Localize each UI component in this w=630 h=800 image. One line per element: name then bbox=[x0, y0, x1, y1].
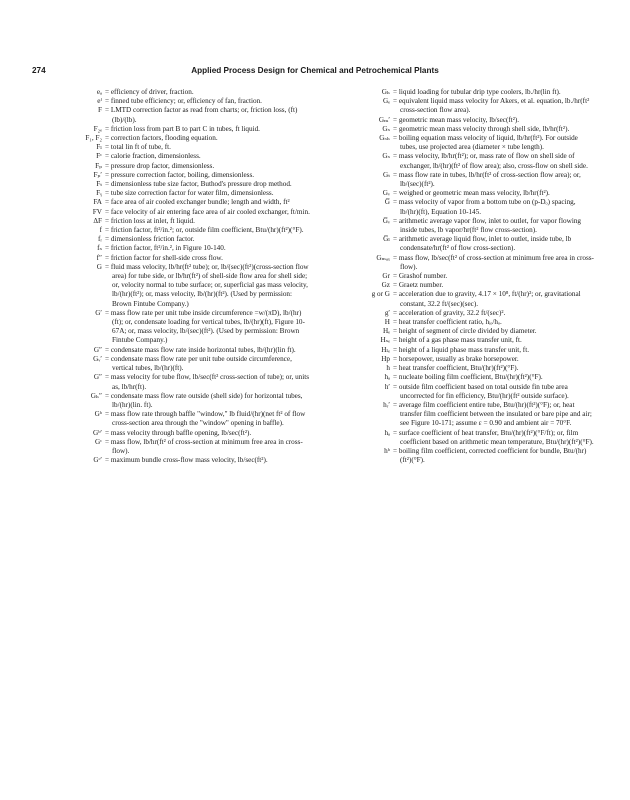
nomenclature-entry bbox=[330, 447, 594, 465]
nomenclature-entry bbox=[50, 162, 312, 171]
entry-definition: = friction factor for shell-side cross flow. bbox=[105, 253, 223, 262]
entry-symbol: Gₘₐₓ bbox=[376, 253, 390, 262]
entry-definition: = mass flow rate per unit tube inside circumference =w/(πD), lb/(hr)(ft); or, condensate loading for vertical tubes, lb/(hr)(ft), Figure 10-67A; or, mass velocity, lb/(sec)(ft²). (Used by permission: Brown Fintube Company.) bbox=[105, 308, 305, 345]
nomenclature-entry bbox=[50, 198, 312, 207]
entry-symbol: h bbox=[386, 364, 390, 373]
entry-symbol: eᶠ bbox=[97, 97, 102, 106]
entry-definition: = friction loss from part B to part C in tubes, ft liquid. bbox=[105, 124, 260, 133]
entry-definition: = Graetz number. bbox=[393, 281, 444, 290]
nomenclature-entry bbox=[50, 410, 312, 428]
entry-symbol: Fₚ bbox=[95, 161, 102, 170]
entry-symbol: Gₛ bbox=[382, 124, 390, 133]
nomenclature-entry bbox=[50, 152, 312, 161]
entry-definition: = mass velocity for tube flow, lb/sec(ft² cross-section of tube); or, units as, lb/hr(ft). bbox=[105, 373, 310, 391]
nomenclature-entry bbox=[330, 217, 594, 235]
nomenclature-entry bbox=[50, 392, 312, 410]
nomenclature-entry bbox=[330, 272, 594, 281]
entry-definition: = face area of air cooled exchanger bundle; length and width, ft² bbox=[105, 198, 290, 207]
entry-definition: = mass flow rate through baffle "window," lb fluid/(hr)(net ft² of flow cross-section area through the "window" opening in baffle). bbox=[105, 410, 306, 428]
entry-symbol: hₐ bbox=[384, 428, 390, 437]
entry-symbol: G̅ᵥ bbox=[382, 216, 390, 225]
entry-symbol: h′ bbox=[384, 382, 390, 391]
nomenclature-entry bbox=[330, 383, 594, 401]
nomenclature-entry bbox=[50, 429, 312, 438]
entry-definition: = friction factor, ft²/in.²; or, outside film coefficient, Btu/(hr)(ft²)(°F). bbox=[105, 226, 304, 235]
running-title: Applied Process Design for Chemical and Petrochemical Plants bbox=[191, 66, 439, 75]
entry-symbol: Gₕ bbox=[381, 88, 390, 96]
entry-symbol: hₐ bbox=[384, 373, 390, 382]
entry-symbol: F bbox=[98, 106, 102, 115]
nomenclature-entry bbox=[50, 134, 312, 143]
nomenclature-entry bbox=[330, 281, 594, 290]
nomenclature-entry bbox=[50, 235, 312, 244]
entry-symbol: f bbox=[99, 226, 102, 235]
nomenclature-entry bbox=[330, 134, 594, 152]
entry-definition: = calorie fraction, dimensionless. bbox=[105, 152, 201, 161]
nomenclature-entry bbox=[50, 373, 312, 391]
nomenclature-entry bbox=[50, 355, 312, 373]
entry-symbol: F₂ₑ bbox=[93, 124, 102, 133]
nomenclature-entry bbox=[330, 97, 594, 115]
nomenclature-entry bbox=[50, 456, 312, 465]
entry-definition: = weighed or geometric mean mass velocity, lb/hr(ft²). bbox=[393, 189, 550, 198]
entry-definition: = maximum bundle cross-flow mass velocity, lb/sec(ft²). bbox=[105, 456, 268, 465]
page-header bbox=[32, 66, 598, 80]
entry-symbol: G̅ₗ bbox=[383, 235, 390, 244]
entry-definition: = dimensionless friction factor. bbox=[105, 235, 195, 244]
nomenclature-entry bbox=[330, 346, 594, 355]
nomenclature-entry bbox=[330, 364, 594, 373]
entry-definition: = outside film coefficient based on total outside fin tube area uncorrected for fin efficiency, Btu/(hr)(ft² outside surface). bbox=[393, 382, 569, 400]
entry-definition: = acceleration of gravity, 32.2 ft/(sec)². bbox=[393, 308, 506, 317]
nomenclature-entry bbox=[330, 373, 594, 382]
entry-symbol: F₁, F₂ bbox=[85, 134, 102, 143]
entry-symbol: Gᶜ bbox=[94, 437, 102, 446]
entry-definition: = fluid mass velocity, lb/hr(ft² tube); or, lb/(sec)(ft²)(cross-section flow area) for tube side, or lb/hr(ft²) of shell-side flow area for shell side; or, velocity normal to tube surface; or, superficial gas mass velocity, lb/(hr)(ft²); or, mass velocity, lb/(hr)(ft²). (Used by permission: Brown Fintube Company.) bbox=[105, 262, 309, 308]
entry-definition: = condensate mass flow rate per unit tube outside circumference, vertical tubes, lb/(hr)(ft). bbox=[105, 354, 292, 373]
entry-definition: = mass flow, lb/hr(ft² of cross-section at minimum free area in cross-flow). bbox=[105, 437, 303, 455]
entry-definition: = surface coefficient of heat transfer, Btu/(hr)(ft²)(°F/ft); or, film coefficient based on arithmetic mean temperature, Btu/(hr)(ft²)(°F). bbox=[393, 428, 594, 446]
nomenclature-entry bbox=[330, 309, 594, 318]
nomenclature-entry bbox=[330, 189, 594, 198]
entry-definition: = face velocity of air entering face area of air cooled exchanger, ft/min. bbox=[105, 207, 310, 216]
entry-definition: = mass flow rate in tubes, lb/hr(ft² of cross-section flow area); or, lb/(sec)(ft²). bbox=[393, 170, 581, 189]
entry-symbol: Gₜ bbox=[383, 170, 390, 179]
nomenclature-entry bbox=[50, 97, 312, 106]
entry-symbol: Gₕ″ bbox=[90, 391, 102, 400]
entry-definition: = mass velocity of vapor from a bottom tube on (p-Dₒ) spacing, lb/(hr)(ft), Equation 10-145. bbox=[393, 198, 576, 216]
entry-symbol: hᵇ bbox=[384, 446, 390, 455]
nomenclature-entry bbox=[330, 355, 594, 364]
entry-symbol: Hₗₑ bbox=[381, 345, 390, 354]
nomenclature-entry bbox=[50, 208, 312, 217]
entry-symbol: Hp bbox=[381, 354, 390, 363]
entry-symbol: eₐ bbox=[96, 88, 102, 96]
entry-definition: = heat transfer coefficient, Btu/(hr)(ft²)(°F). bbox=[393, 364, 519, 373]
nomenclature-entry bbox=[50, 106, 312, 124]
entry-definition: = acceleration due to gravity, 4.17 × 10⁸, ft/(hr)²; or, gravitational constant, 32.2 ft/(sec)(sec). bbox=[393, 290, 581, 308]
entry-symbol: G bbox=[96, 262, 102, 271]
entry-definition: = horsepower, usually as brake horsepower. bbox=[393, 354, 519, 363]
entry-symbol: G″ bbox=[93, 345, 102, 354]
nomenclature-entry bbox=[330, 198, 594, 216]
entry-symbol: Gᵇ′ bbox=[93, 428, 102, 437]
entry-definition: = mass flow, lb/sec(ft² of cross-section at minimum free area in cross-flow). bbox=[393, 253, 594, 271]
page-number: 274 bbox=[32, 66, 46, 75]
entry-symbol: Fᶜ bbox=[96, 152, 102, 161]
entry-definition: = average film coefficient entire tube, Btu/(hr)(ft²)(°F); or, heat transfer film coefficient between the insulated or bare pipe and air; see Figure 10-171; assume ε = 0.90 and ambient air = 70°F. bbox=[393, 400, 592, 428]
entry-symbol: G″ bbox=[93, 373, 102, 382]
entry-definition: = total lin ft of tube, ft. bbox=[105, 143, 171, 152]
entry-definition: = friction factor, ft²/in.², in Figure 10-140. bbox=[105, 244, 226, 253]
entry-symbol: G′ bbox=[95, 308, 102, 317]
entry-definition: = Grashof number. bbox=[393, 272, 448, 281]
nomenclature-entry bbox=[50, 180, 312, 189]
nomenclature-entry bbox=[50, 88, 312, 97]
entry-symbol: Gₛ bbox=[382, 152, 390, 161]
nomenclature-entry bbox=[50, 438, 312, 456]
nomenclature-entry bbox=[330, 429, 594, 447]
nomenclature-entry bbox=[330, 336, 594, 345]
entry-definition: = friction loss at inlet, ft liquid. bbox=[105, 216, 195, 225]
entry-symbol: FV bbox=[92, 207, 102, 216]
entry-definition: = liquid loading for tubular drip type coolers, lb./hr(lin ft). bbox=[393, 88, 561, 96]
entry-definition: = geometric mean mass velocity through shell side, lb/hr(ft²). bbox=[393, 124, 570, 133]
entry-definition: = condensate mass flow rate inside horizontal tubes, lb/(hr)(lin ft). bbox=[105, 345, 296, 354]
entry-symbol: fₛ bbox=[97, 244, 102, 253]
nomenclature-entry bbox=[330, 290, 594, 308]
nomenclature-entry bbox=[50, 263, 312, 309]
nomenclature-entry bbox=[50, 226, 312, 235]
entry-symbol: hᵣ′ bbox=[383, 400, 390, 409]
entry-symbol: ΔF bbox=[93, 216, 102, 225]
entry-definition: = LMTD correction factor as read from charts; or, friction loss, (ft)(lb)/(lb). bbox=[105, 106, 298, 124]
entry-definition: = equivalent liquid mass velocity for Akers, et al. equation, lb./hr(ft² cross-section flow area). bbox=[393, 97, 590, 115]
entry-symbol: g or G bbox=[371, 290, 390, 299]
nomenclature-entry bbox=[330, 125, 594, 134]
entry-definition: = heat transfer coefficient ratio, hᵢₒ/hₒ. bbox=[393, 318, 502, 327]
nomenclature-entry bbox=[330, 235, 594, 253]
entry-symbol: Fₗ bbox=[96, 143, 102, 152]
entry-symbol: Hₛₑ bbox=[380, 336, 390, 345]
nomenclature-entry bbox=[330, 171, 594, 189]
entry-symbol: fᵣ bbox=[97, 235, 102, 244]
left-column bbox=[50, 88, 312, 465]
entry-symbol: Gᵥ bbox=[382, 189, 390, 198]
entry-symbol: Gᵇ bbox=[94, 410, 102, 419]
entry-definition: = boiling equation mass velocity of liquid, lb/hr(ft²). For outside tubes, use projected area (diameter × tube length). bbox=[393, 134, 578, 152]
entry-definition: = nucleate boiling film coefficient, Btu/(hr)(ft²)(°F). bbox=[393, 373, 543, 382]
nomenclature-entry bbox=[330, 152, 594, 170]
entry-definition: = boiling film coefficient, corrected coefficient for bundle, Btu/(hr)(ft²)(°F). bbox=[393, 446, 587, 465]
entry-symbol: g′ bbox=[384, 308, 390, 317]
entry-symbol: Gᵥ′ bbox=[93, 354, 102, 363]
entry-definition: = tube size correction factor for water film, dimensionless. bbox=[105, 189, 274, 198]
nomenclature-entry bbox=[330, 318, 594, 327]
entry-symbol: Hₑ bbox=[382, 327, 390, 336]
nomenclature-entry bbox=[330, 254, 594, 272]
entry-definition: = mass velocity, lb/hr(ft²); or, mass rate of flow on shell side of exchanger, lb/(hr)(ft² of flow area); also, cross-flow on shell side. bbox=[393, 152, 588, 170]
entry-definition: = efficiency of driver, fraction. bbox=[105, 88, 194, 96]
entry-definition: = geometric mean mass velocity, lb/sec(ft²). bbox=[393, 115, 520, 124]
entry-symbol: G̅ bbox=[384, 198, 390, 207]
entry-symbol: f″ bbox=[96, 253, 102, 262]
nomenclature-entry bbox=[330, 116, 594, 125]
entry-definition: = arithmetic average liquid flow, inlet to outlet, inside tube, lb condensate/hr(ft² of flow cross-section). bbox=[393, 235, 572, 253]
nomenclature-entry bbox=[50, 346, 312, 355]
entry-symbol: Gₛₕ bbox=[379, 134, 390, 143]
entry-definition: = dimensionless tube size factor, Buthod's pressure drop method. bbox=[105, 180, 292, 189]
right-column bbox=[330, 88, 594, 465]
entry-definition: = pressure drop factor, dimensionless. bbox=[105, 161, 215, 170]
entry-symbol: Fₜ bbox=[96, 180, 102, 189]
entry-definition: = pressure correction factor, boiling, dimensionless. bbox=[105, 170, 255, 179]
entry-definition: = height of segment of circle divided by diameter. bbox=[393, 327, 537, 336]
entry-symbol: Gₘ′ bbox=[378, 115, 390, 124]
nomenclature-entry bbox=[50, 125, 312, 134]
entry-symbol: Fₚ′ bbox=[93, 170, 102, 179]
entry-definition: = condensate mass flow rate outside (shell side) for horizontal tubes, lb/(hr)(lin. ft). bbox=[105, 391, 303, 409]
nomenclature-entry bbox=[50, 244, 312, 253]
nomenclature-entry bbox=[50, 171, 312, 180]
entry-definition: = height of a gas phase mass transfer unit, ft. bbox=[393, 336, 522, 345]
entry-symbol: Gr bbox=[382, 272, 390, 281]
entry-symbol: Gz bbox=[381, 281, 390, 290]
entry-symbol: FA bbox=[93, 198, 102, 207]
entry-definition: = arithmetic average vapor flow, inlet to outlet, for vapor flowing inside tubes, lb vapor/hr(ft² flow cross-section). bbox=[393, 216, 582, 235]
nomenclature-entry bbox=[330, 401, 594, 429]
entry-symbol: Fᵧ bbox=[96, 189, 102, 198]
entry-definition: = finned tube efficiency; or, efficiency of fan, fraction. bbox=[105, 97, 262, 106]
nomenclature-entry bbox=[50, 189, 312, 198]
nomenclature-entry bbox=[50, 143, 312, 152]
nomenclature-entry bbox=[50, 217, 312, 226]
entry-symbol: H bbox=[384, 318, 390, 327]
nomenclature-entry bbox=[330, 88, 594, 97]
nomenclature-entry bbox=[50, 254, 312, 263]
entry-definition: = correction factors, flooding equation. bbox=[105, 134, 218, 143]
entry-definition: = height of a liquid phase mass transfer unit, ft. bbox=[393, 345, 529, 354]
nomenclature-entry bbox=[330, 327, 594, 336]
entry-symbol: Gₑ bbox=[382, 97, 390, 106]
entry-definition: = mass velocity through baffle opening, lb/sec(ft²). bbox=[105, 428, 252, 437]
entry-symbol: Gᶜ′ bbox=[93, 456, 102, 465]
nomenclature-entry bbox=[50, 309, 312, 346]
